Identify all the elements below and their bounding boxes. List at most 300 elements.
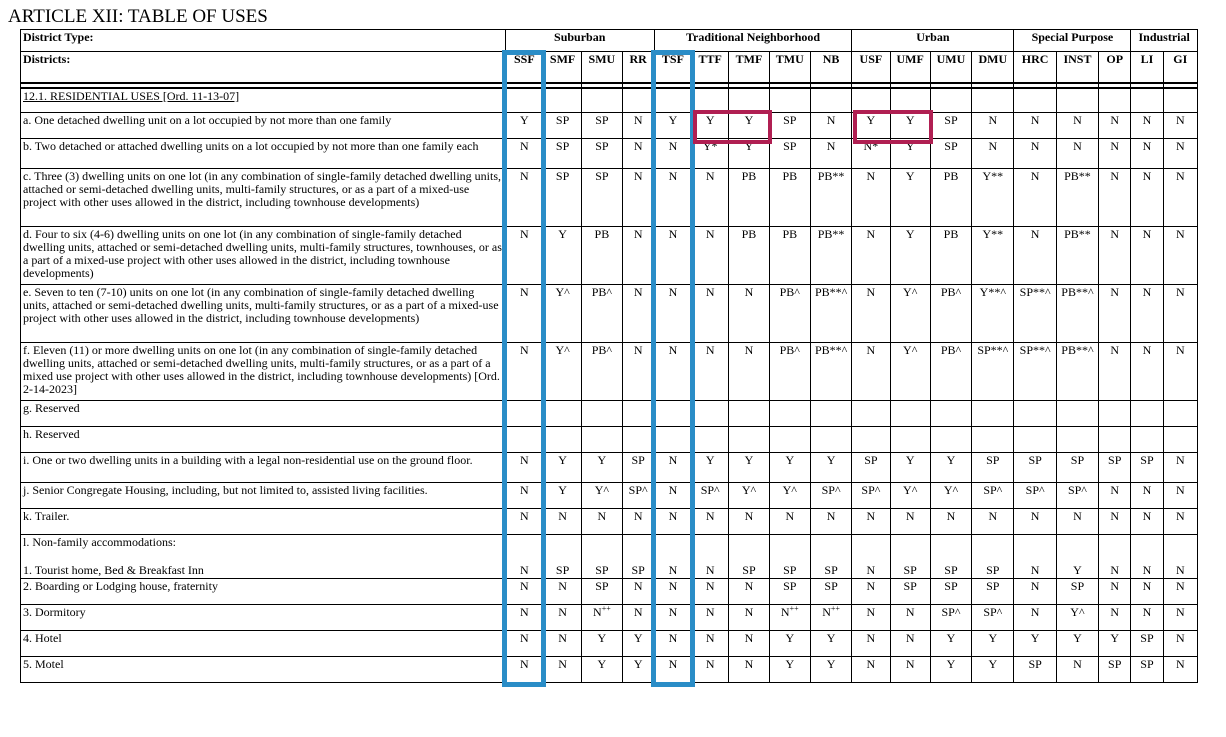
table-row: [21, 657, 1198, 683]
permission-cell-tsf: N: [654, 139, 691, 169]
permission-cell-hrc: N: [1014, 579, 1056, 605]
permission-cell-op: SP: [1099, 453, 1131, 483]
permission-cell-umu: Y: [930, 453, 971, 483]
permission-cell-hrc: SP^: [1014, 483, 1056, 509]
permission-cell-gi: N: [1163, 605, 1197, 631]
permission-cell-li: N: [1131, 553, 1163, 579]
permission-cell-nb: N: [810, 509, 851, 535]
permission-cell-op: N: [1099, 483, 1131, 509]
permission-cell-smf: SP: [543, 169, 581, 227]
permission-cell-tmu: Y: [769, 657, 810, 683]
use-label: k. Trailer.: [21, 509, 506, 535]
permission-cell-umu: Y: [930, 657, 971, 683]
table-row: [21, 553, 1198, 579]
permission-cell-li: N: [1131, 113, 1163, 139]
district-header-li: LI: [1131, 52, 1163, 84]
district-header-ttf: TTF: [692, 52, 729, 84]
permission-cell-smu: N++: [582, 605, 622, 631]
permission-cell-nb: SP^: [810, 483, 851, 509]
permission-cell-smu: Y: [582, 453, 622, 483]
permission-cell-smu: [582, 427, 622, 453]
permission-cell-inst: Y: [1056, 631, 1098, 657]
permission-cell-umu: SP: [930, 553, 971, 579]
permission-cell-umf: [890, 535, 930, 554]
permission-cell-li: N: [1131, 343, 1163, 401]
permission-cell-inst: Y: [1056, 553, 1098, 579]
permission-cell-tmf: N: [729, 285, 769, 343]
permission-cell-gi: N: [1163, 509, 1197, 535]
permission-cell-ssf: N: [505, 453, 543, 483]
permission-cell-umf: Y: [890, 453, 930, 483]
permission-cell-tmf: N: [729, 579, 769, 605]
permission-cell-ttf: N: [692, 657, 729, 683]
permission-cell-umf: [890, 427, 930, 453]
permission-cell-ttf: [692, 535, 729, 554]
permission-cell-hrc: SP**^: [1014, 285, 1056, 343]
permission-cell-umf: Y^: [890, 285, 930, 343]
permission-cell-hrc: N: [1014, 227, 1056, 285]
permission-cell-li: SP: [1131, 657, 1163, 683]
permission-cell-rr: SP^: [622, 483, 654, 509]
table-row: [21, 483, 1198, 509]
permission-cell-nb: [810, 535, 851, 554]
permission-cell-li: N: [1131, 227, 1163, 285]
permission-cell-inst: PB**^: [1056, 343, 1098, 401]
permission-cell-usf: [852, 427, 890, 453]
permission-cell-ssf: N: [505, 579, 543, 605]
empty-cell: [654, 88, 691, 113]
permission-cell-rr: SP: [622, 453, 654, 483]
permission-cell-smf: SP: [543, 113, 581, 139]
permission-cell-inst: Y^: [1056, 605, 1098, 631]
permission-cell-op: N: [1099, 509, 1131, 535]
permission-cell-tsf: [654, 535, 691, 554]
district-header-dmu: DMU: [972, 52, 1014, 84]
permission-cell-tmf: [729, 535, 769, 554]
permission-cell-tmf: N: [729, 343, 769, 401]
permission-cell-gi: N: [1163, 343, 1197, 401]
permission-cell-inst: PB**^: [1056, 285, 1098, 343]
table-row: [21, 453, 1198, 483]
permission-cell-umu: SP^: [930, 605, 971, 631]
permission-cell-op: [1099, 535, 1131, 554]
permission-cell-ssf: N: [505, 139, 543, 169]
permission-cell-ttf: N: [692, 605, 729, 631]
permission-cell-li: N: [1131, 605, 1163, 631]
permission-cell-ssf: N: [505, 343, 543, 401]
permission-cell-usf: Y: [852, 113, 890, 139]
permission-cell-nb: Y: [810, 453, 851, 483]
permission-cell-nb: N++: [810, 605, 851, 631]
permission-cell-li: [1131, 401, 1163, 427]
permission-cell-gi: N: [1163, 553, 1197, 579]
permission-cell-smu: SP: [582, 553, 622, 579]
permission-cell-ssf: [505, 535, 543, 554]
permission-cell-hrc: [1014, 427, 1056, 453]
permission-cell-rr: N: [622, 285, 654, 343]
permission-cell-usf: N: [852, 657, 890, 683]
permission-cell-usf: SP: [852, 453, 890, 483]
permission-cell-ttf: N: [692, 509, 729, 535]
permission-cell-rr: N: [622, 605, 654, 631]
permission-cell-tmf: Y: [729, 453, 769, 483]
permission-cell-tmf: N: [729, 631, 769, 657]
table-row: [21, 605, 1198, 631]
permission-cell-smf: [543, 401, 581, 427]
use-label: 5. Motel: [21, 657, 506, 683]
permission-cell-smf: N: [543, 657, 581, 683]
use-label: i. One or two dwelling units in a building with a legal non-residential use on the ground floor.: [21, 453, 506, 483]
permission-cell-usf: [852, 535, 890, 554]
permission-cell-ssf: N: [505, 509, 543, 535]
permission-cell-inst: N: [1056, 139, 1098, 169]
permission-cell-rr: SP: [622, 553, 654, 579]
permission-cell-dmu: [972, 401, 1014, 427]
permission-cell-inst: N: [1056, 509, 1098, 535]
empty-cell: [543, 88, 581, 113]
permission-cell-umu: SP: [930, 113, 971, 139]
use-label: b. Two detached or attached dwelling units on a lot occupied by not more than one family each: [21, 139, 506, 169]
permission-cell-op: Y: [1099, 631, 1131, 657]
permission-cell-gi: N: [1163, 139, 1197, 169]
district-header-umu: UMU: [930, 52, 971, 84]
permission-cell-hrc: [1014, 401, 1056, 427]
permission-cell-ttf: N: [692, 343, 729, 401]
permission-cell-ssf: Y: [505, 113, 543, 139]
permission-cell-usf: SP^: [852, 483, 890, 509]
permission-cell-tmu: [769, 401, 810, 427]
permission-cell-ssf: N: [505, 553, 543, 579]
district-group-header: Industrial: [1131, 30, 1198, 52]
permission-cell-dmu: [972, 535, 1014, 554]
permission-cell-nb: [810, 427, 851, 453]
permission-cell-usf: N: [852, 509, 890, 535]
empty-cell: [769, 88, 810, 113]
permission-cell-smf: N: [543, 509, 581, 535]
permission-cell-op: N: [1099, 139, 1131, 169]
permission-cell-smf: Y: [543, 483, 581, 509]
permission-cell-ssf: N: [505, 483, 543, 509]
permission-cell-tsf: N: [654, 483, 691, 509]
permission-cell-smu: Y: [582, 657, 622, 683]
permission-cell-tsf: N: [654, 579, 691, 605]
permission-cell-usf: N: [852, 553, 890, 579]
permission-cell-tsf: N: [654, 509, 691, 535]
district-header-op: OP: [1099, 52, 1131, 84]
permission-cell-li: N: [1131, 579, 1163, 605]
permission-cell-tmu: N++: [769, 605, 810, 631]
permission-cell-smf: Y^: [543, 285, 581, 343]
permission-cell-tmf: N: [729, 605, 769, 631]
permission-cell-inst: SP: [1056, 453, 1098, 483]
permission-cell-tsf: N: [654, 631, 691, 657]
permission-cell-umf: N: [890, 657, 930, 683]
permission-cell-usf: N: [852, 631, 890, 657]
permission-cell-umu: [930, 427, 971, 453]
use-label: 2. Boarding or Lodging house, fraternity: [21, 579, 506, 605]
district-header-smu: SMU: [582, 52, 622, 84]
permission-cell-tmu: Y: [769, 453, 810, 483]
permission-cell-tmf: [729, 427, 769, 453]
permission-cell-smu: SP: [582, 169, 622, 227]
section-title-text: 12.1. RESIDENTIAL USES [Ord. 11-13-07]: [23, 89, 240, 103]
permission-cell-inst: N: [1056, 113, 1098, 139]
permission-cell-nb: [810, 401, 851, 427]
permission-cell-li: [1131, 427, 1163, 453]
table-of-uses: [20, 29, 1198, 683]
permission-cell-umu: N: [930, 509, 971, 535]
permission-cell-dmu: N: [972, 509, 1014, 535]
district-header-rr: RR: [622, 52, 654, 84]
permission-cell-hrc: Y: [1014, 631, 1056, 657]
permission-cell-rr: N: [622, 343, 654, 401]
use-label: e. Seven to ten (7-10) units on one lot (in any combination of single-family detached dwelling units, attached or semi-detached dwelling units, multi-family structures, or as a part of a mixed-use project with other uses allowed in the district, including townhouse developments): [21, 285, 506, 343]
permission-cell-rr: [622, 535, 654, 554]
permission-cell-rr: N: [622, 139, 654, 169]
permission-cell-li: N: [1131, 509, 1163, 535]
permission-cell-nb: N: [810, 139, 851, 169]
permission-cell-dmu: N: [972, 113, 1014, 139]
permission-cell-tmf: Y^: [729, 483, 769, 509]
permission-cell-umf: SP: [890, 553, 930, 579]
permission-cell-smf: [543, 427, 581, 453]
empty-cell: [1163, 88, 1197, 113]
permission-cell-gi: N: [1163, 579, 1197, 605]
permission-cell-dmu: SP: [972, 453, 1014, 483]
permission-cell-ttf: N: [692, 169, 729, 227]
permission-cell-tmf: N: [729, 657, 769, 683]
permission-cell-umu: [930, 535, 971, 554]
permission-cell-gi: N: [1163, 657, 1197, 683]
permission-cell-smf: Y^: [543, 343, 581, 401]
permission-cell-smu: PB^: [582, 343, 622, 401]
permission-cell-tsf: N: [654, 343, 691, 401]
permission-cell-ssf: N: [505, 169, 543, 227]
permission-cell-tmu: SP: [769, 139, 810, 169]
permission-cell-hrc: N: [1014, 139, 1056, 169]
permission-cell-tmu: [769, 535, 810, 554]
permission-cell-op: SP: [1099, 657, 1131, 683]
permission-cell-rr: [622, 427, 654, 453]
permission-cell-tmf: N: [729, 509, 769, 535]
permission-cell-inst: SP: [1056, 579, 1098, 605]
permission-cell-li: SP: [1131, 453, 1163, 483]
district-header-inst: INST: [1056, 52, 1098, 84]
use-label: f. Eleven (11) or more dwelling units on one lot (in any combination of single-family detached dwelling units, attached or semi-detached dwelling units, multi-family structures, or as a part of a mixed use project with other uses allowed in the district, including townhouse developments) [Ord. 2-14-2023]: [21, 343, 506, 401]
use-label: l. Non-family accommodations:: [21, 535, 506, 554]
district-header-nb: NB: [810, 52, 851, 84]
empty-cell: [1131, 88, 1163, 113]
district-header-tmf: TMF: [729, 52, 769, 84]
permission-cell-tsf: [654, 427, 691, 453]
permission-cell-tmu: PB: [769, 227, 810, 285]
permission-cell-dmu: Y**: [972, 227, 1014, 285]
table-row: [21, 401, 1198, 427]
permission-cell-gi: N: [1163, 227, 1197, 285]
permission-cell-usf: N: [852, 169, 890, 227]
permission-cell-smu: SP: [582, 139, 622, 169]
district-header-gi: GI: [1163, 52, 1197, 84]
permission-cell-nb: Y: [810, 631, 851, 657]
permission-cell-umu: Y^: [930, 483, 971, 509]
permission-cell-inst: SP^: [1056, 483, 1098, 509]
permission-cell-op: [1099, 427, 1131, 453]
permission-cell-li: SP: [1131, 631, 1163, 657]
permission-cell-usf: N*: [852, 139, 890, 169]
permission-cell-gi: [1163, 401, 1197, 427]
section-title-row: [21, 88, 1198, 113]
permission-cell-dmu: SP^: [972, 605, 1014, 631]
permission-cell-tsf: N: [654, 657, 691, 683]
permission-cell-ttf: [692, 401, 729, 427]
permission-cell-op: N: [1099, 579, 1131, 605]
table-row: [21, 169, 1198, 227]
permission-cell-hrc: N: [1014, 113, 1056, 139]
permission-cell-tmf: PB: [729, 169, 769, 227]
permission-cell-tmu: [769, 427, 810, 453]
permission-cell-gi: N: [1163, 113, 1197, 139]
permission-cell-umf: SP: [890, 579, 930, 605]
permission-cell-rr: Y: [622, 657, 654, 683]
permission-cell-nb: SP: [810, 553, 851, 579]
permission-cell-umu: SP: [930, 579, 971, 605]
permission-cell-op: [1099, 401, 1131, 427]
table-row: [21, 227, 1198, 285]
permission-cell-tmu: Y^: [769, 483, 810, 509]
table-row: [21, 509, 1198, 535]
permission-cell-smu: PB: [582, 227, 622, 285]
permission-cell-gi: N: [1163, 169, 1197, 227]
permission-cell-ssf: N: [505, 657, 543, 683]
permission-cell-umu: [930, 401, 971, 427]
permission-cell-umf: Y: [890, 227, 930, 285]
permission-cell-tmu: PB^: [769, 285, 810, 343]
permission-cell-rr: N: [622, 227, 654, 285]
permission-cell-inst: PB**: [1056, 169, 1098, 227]
empty-cell: [622, 88, 654, 113]
permission-cell-li: N: [1131, 139, 1163, 169]
district-group-header: Suburban: [505, 30, 654, 52]
permission-cell-umf: [890, 401, 930, 427]
permission-cell-op: N: [1099, 553, 1131, 579]
district-header-tsf: TSF: [654, 52, 691, 84]
permission-cell-hrc: [1014, 535, 1056, 554]
permission-cell-ttf: N: [692, 631, 729, 657]
permission-cell-umu: PB^: [930, 285, 971, 343]
permission-cell-smu: [582, 401, 622, 427]
permission-cell-usf: N: [852, 579, 890, 605]
empty-cell: [810, 88, 851, 113]
empty-cell: [1014, 88, 1056, 113]
permission-cell-tmu: SP: [769, 113, 810, 139]
permission-cell-smf: N: [543, 605, 581, 631]
permission-cell-inst: [1056, 535, 1098, 554]
permission-cell-ttf: N: [692, 553, 729, 579]
permission-cell-gi: N: [1163, 631, 1197, 657]
permission-cell-gi: N: [1163, 483, 1197, 509]
table-row: [21, 535, 1198, 554]
header-row-district-type: [21, 30, 1198, 52]
permission-cell-tmf: PB: [729, 227, 769, 285]
permission-cell-ssf: N: [505, 605, 543, 631]
district-group-header: Special Purpose: [1014, 30, 1131, 52]
permission-cell-umu: Y: [930, 631, 971, 657]
permission-cell-umf: N: [890, 509, 930, 535]
permission-cell-dmu: Y: [972, 657, 1014, 683]
empty-cell: [930, 88, 971, 113]
permission-cell-inst: [1056, 401, 1098, 427]
district-header-smf: SMF: [543, 52, 581, 84]
permission-cell-tmu: SP: [769, 553, 810, 579]
permission-cell-rr: N: [622, 113, 654, 139]
permission-cell-tmu: SP: [769, 579, 810, 605]
permission-cell-smu: [582, 535, 622, 554]
table-row: [21, 631, 1198, 657]
permission-cell-rr: [622, 401, 654, 427]
district-group-header: Urban: [852, 30, 1014, 52]
table-row: [21, 579, 1198, 605]
permission-cell-nb: PB**: [810, 169, 851, 227]
permission-cell-smu: Y^: [582, 483, 622, 509]
permission-cell-umu: SP: [930, 139, 971, 169]
permission-cell-usf: N: [852, 343, 890, 401]
permission-cell-tsf: N: [654, 285, 691, 343]
table-row: [21, 139, 1198, 169]
permission-cell-smf: SP: [543, 553, 581, 579]
permission-cell-rr: N: [622, 579, 654, 605]
empty-cell: [692, 88, 729, 113]
permission-cell-dmu: SP^: [972, 483, 1014, 509]
permission-cell-hrc: SP**^: [1014, 343, 1056, 401]
permission-cell-tmu: PB: [769, 169, 810, 227]
district-type-label: District Type:: [21, 30, 506, 52]
permission-cell-tmf: [729, 401, 769, 427]
permission-cell-tmf: Y: [729, 139, 769, 169]
permission-cell-smf: SP: [543, 139, 581, 169]
permission-cell-smu: PB^: [582, 285, 622, 343]
permission-cell-op: N: [1099, 605, 1131, 631]
permission-cell-hrc: SP: [1014, 657, 1056, 683]
permission-cell-op: N: [1099, 227, 1131, 285]
permission-cell-smf: N: [543, 631, 581, 657]
permission-cell-gi: N: [1163, 453, 1197, 483]
permission-cell-umf: Y: [890, 169, 930, 227]
use-label: 4. Hotel: [21, 631, 506, 657]
permission-cell-ttf: Y: [692, 113, 729, 139]
permission-cell-rr: Y: [622, 631, 654, 657]
permission-cell-inst: PB**: [1056, 227, 1098, 285]
permission-cell-ttf: Y: [692, 453, 729, 483]
permission-cell-li: N: [1131, 169, 1163, 227]
permission-cell-smf: Y: [543, 453, 581, 483]
permission-cell-gi: N: [1163, 285, 1197, 343]
permission-cell-nb: Y: [810, 657, 851, 683]
permission-cell-li: [1131, 535, 1163, 554]
permission-cell-ssf: [505, 427, 543, 453]
permission-cell-hrc: N: [1014, 605, 1056, 631]
permission-cell-inst: N: [1056, 657, 1098, 683]
permission-cell-rr: N: [622, 169, 654, 227]
permission-cell-umf: N: [890, 605, 930, 631]
permission-cell-tsf: N: [654, 553, 691, 579]
permission-cell-umu: PB: [930, 227, 971, 285]
permission-cell-ssf: [505, 401, 543, 427]
table-row: [21, 285, 1198, 343]
permission-cell-ttf: Y*: [692, 139, 729, 169]
permission-cell-usf: N: [852, 227, 890, 285]
permission-cell-smf: N: [543, 579, 581, 605]
use-label: h. Reserved: [21, 427, 506, 453]
